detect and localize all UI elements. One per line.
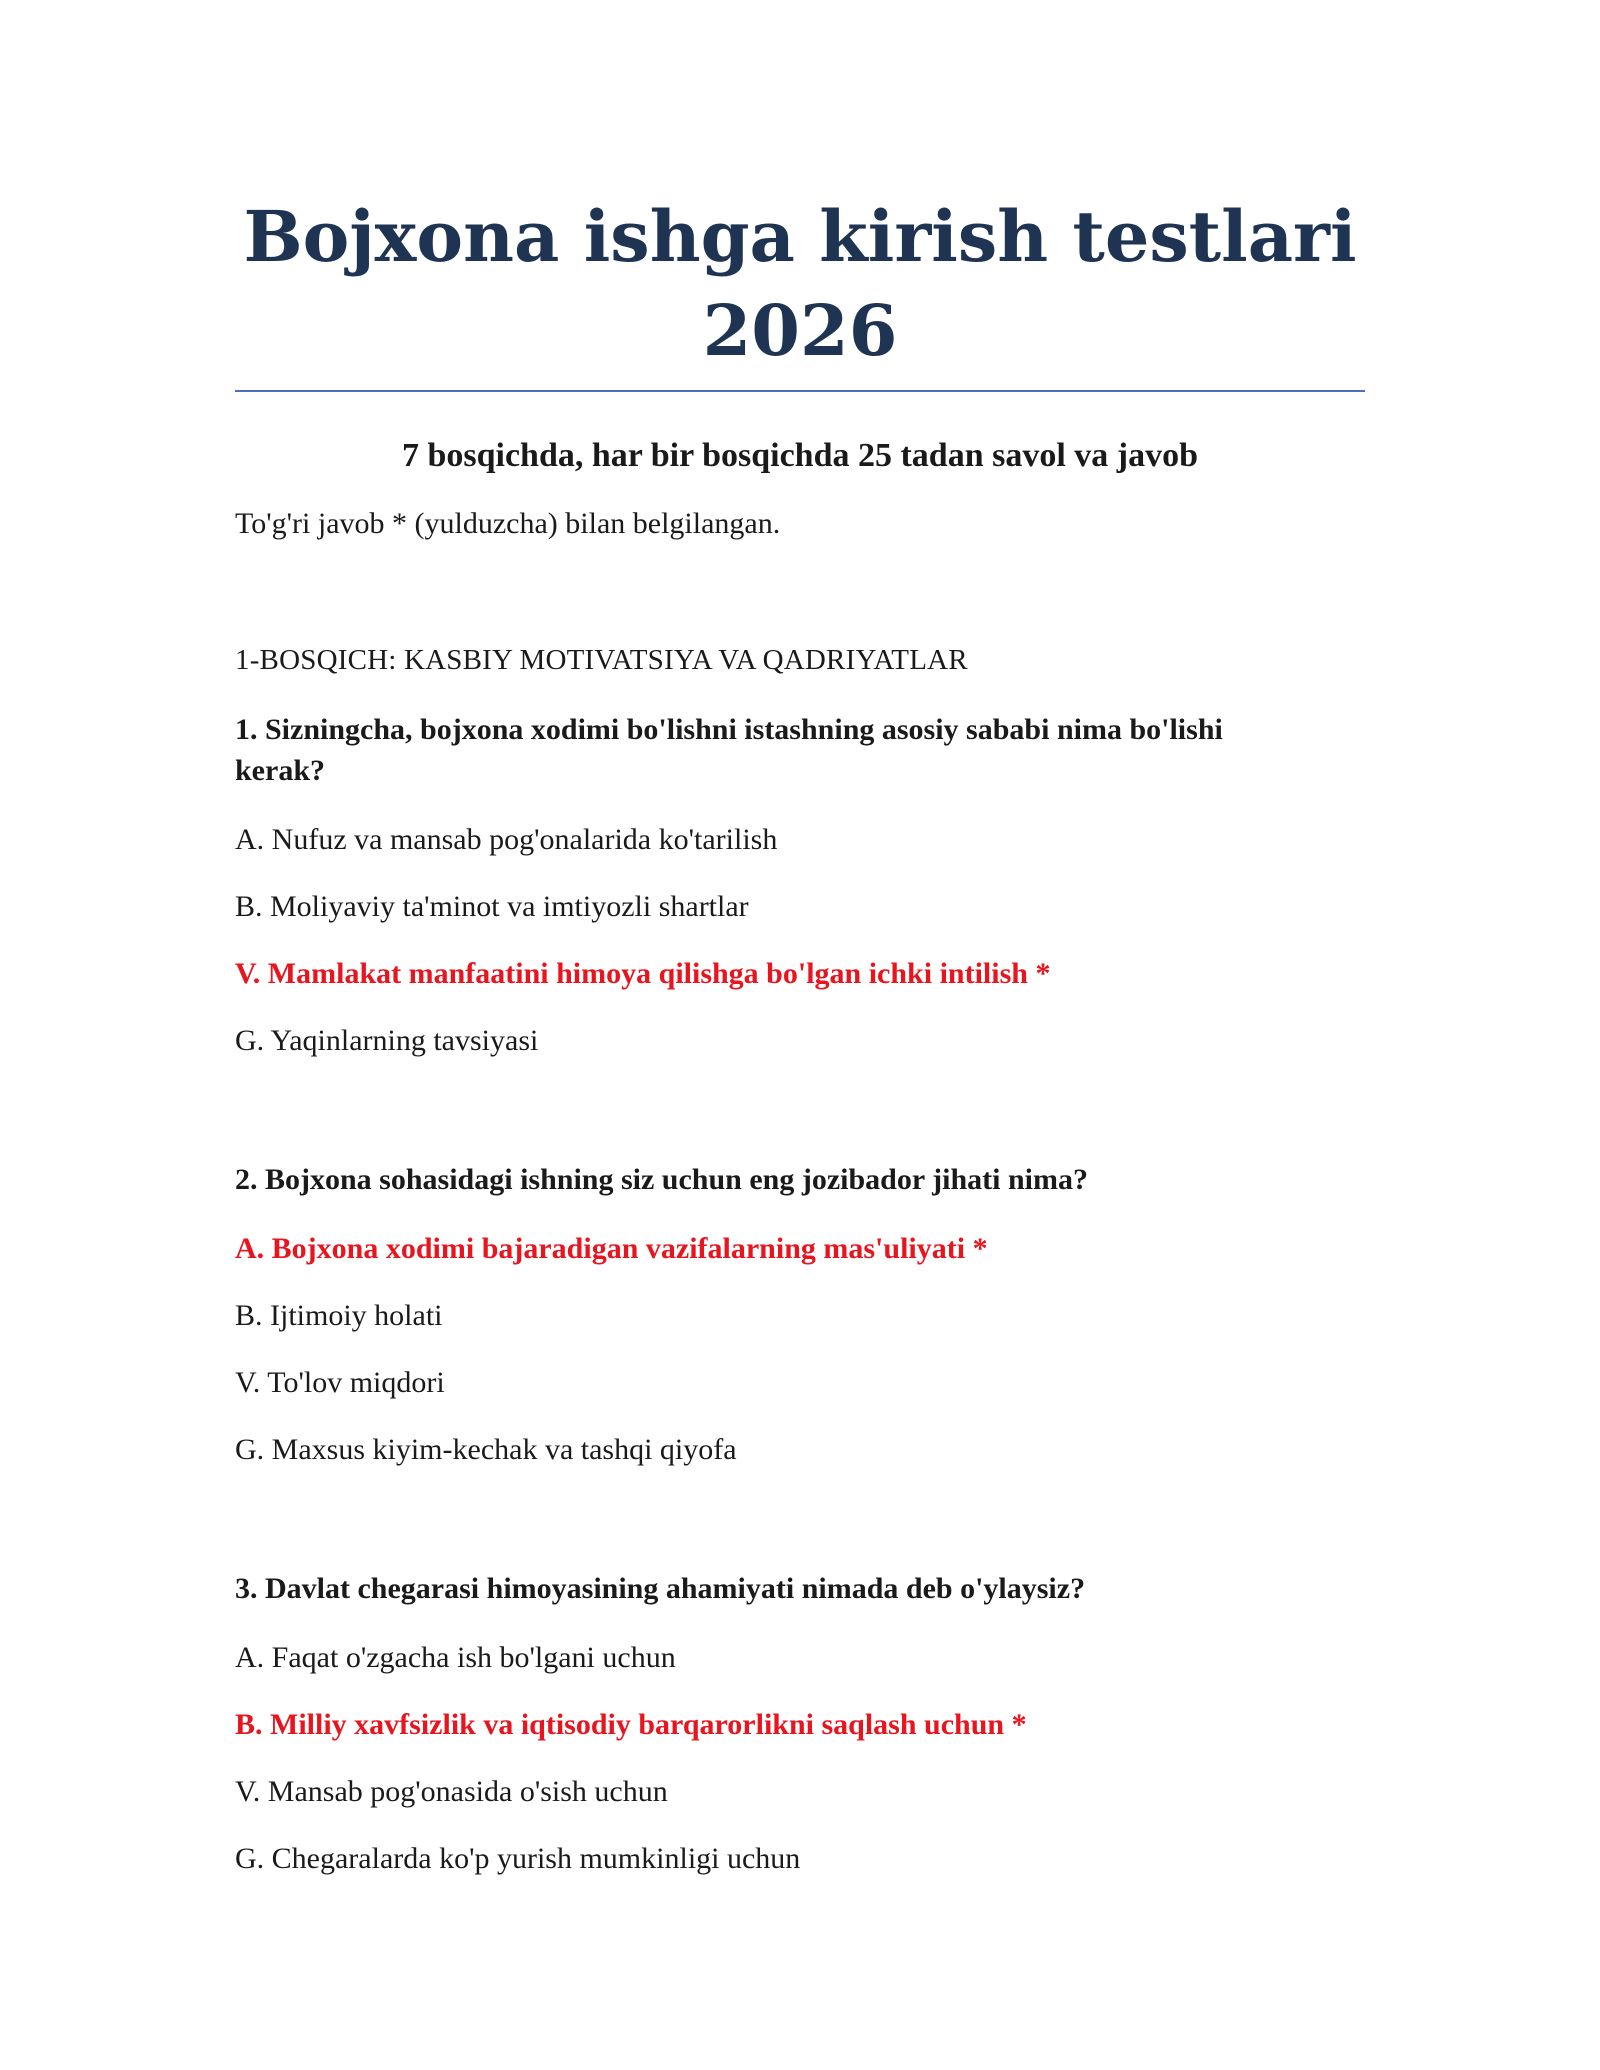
question-3-option-v: V. Mansab pog'onasida o'sish uchun xyxy=(235,1775,668,1808)
page-subtitle: 7 bosqichda, har bir bosqichda 25 tadan savol va javob xyxy=(401,437,1199,474)
question-1-option-g: G. Yaqinlarning tavsiyasi xyxy=(235,1024,539,1057)
question-2-option-a-correct: A. Bojxona xodimi bajaradigan vazifalarning mas'uliyati * xyxy=(235,1232,988,1265)
question-3-option-a: A. Faqat o'zgacha ish bo'lgani uchun xyxy=(235,1641,676,1674)
question-3-option-g: G. Chegaralarda ko'p yurish mumkinligi uchun xyxy=(235,1842,801,1875)
question-2-option-g: G. Maxsus kiyim-kechak va tashqi qiyofa xyxy=(235,1433,737,1466)
question-2-option-b: B. Ijtimoiy holati xyxy=(235,1299,443,1332)
question-1-option-v-correct: V. Mamlakat manfaatini himoya qilishga bo'lgan ichki intilish * xyxy=(235,957,1051,990)
question-1-option-a: A. Nufuz va mansab pog'onalarida ko'tarilish xyxy=(235,823,778,856)
question-3: 3. Davlat chegarasi himoyasining ahamiyati nimada deb o'ylaysiz? xyxy=(235,1572,1086,1605)
answer-key-note: To'g'ri javob * (yulduzcha) bilan belgilangan. xyxy=(235,507,781,540)
page-title: Bojxona ishga kirish testlari 2026 xyxy=(243,195,1357,372)
question-1: 1. Sizningcha, bojxona xodimi bo'lishni istashning asosiy sababi nima bo'lishi kerak? xyxy=(235,713,1223,787)
question-1-option-b: B. Moliyaviy ta'minot va imtiyozli shartlar xyxy=(235,890,749,923)
question-2-option-v: V. To'lov miqdori xyxy=(235,1366,445,1399)
section-title: 1-BOSQICH: KASBIY MOTIVATSIYA VA QADRIYATLAR xyxy=(235,644,968,676)
document-page xyxy=(235,190,1365,1877)
title-divider xyxy=(235,390,1365,392)
question-3-option-b-correct: B. Milliy xavfsizlik va iqtisodiy barqarorlikni saqlash uchun * xyxy=(235,1708,1027,1741)
question-2: 2. Bojxona sohasidagi ishning siz uchun eng jozibador jihati nima? xyxy=(235,1163,1088,1196)
